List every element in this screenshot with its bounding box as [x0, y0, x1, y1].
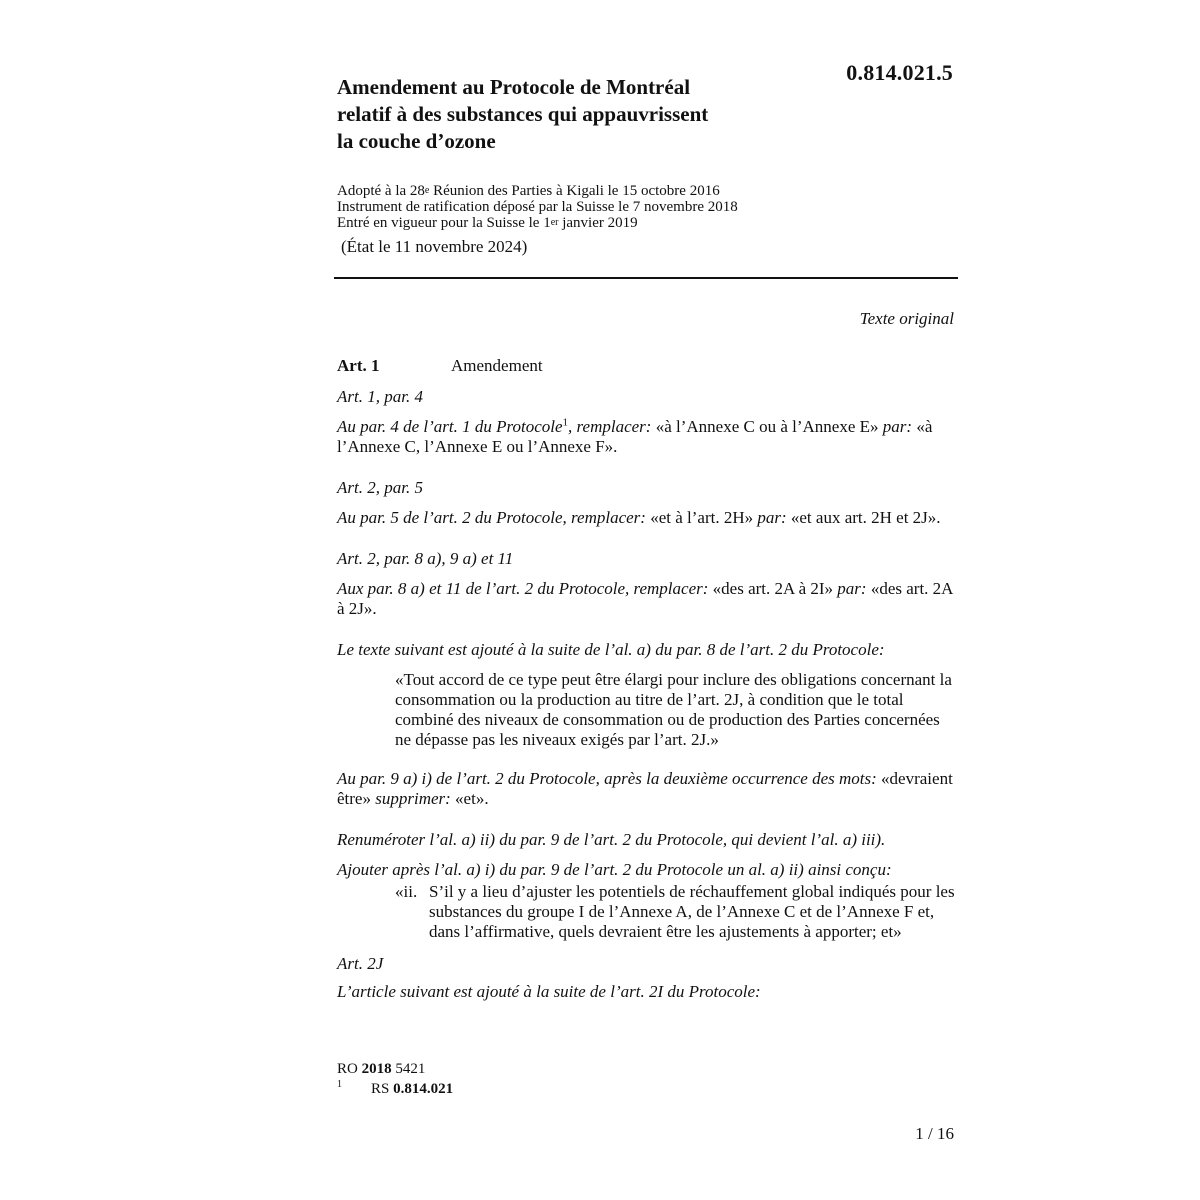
article-number: Art. 1	[337, 356, 380, 375]
paragraph: Au par. 5 de l’art. 2 du Protocole, remplacer: «et à l’art. 2H» par: «et aux art. 2H et 2J».	[337, 508, 941, 527]
document-page	[337, 0, 957, 1200]
header-divider	[334, 277, 958, 279]
paragraph: Au par. 9 a) i) de l’art. 2 du Protocole, après la deuxième occurrence des mots: «devraient être» supprimer: «et».	[337, 769, 953, 808]
paragraph: Ajouter après l’al. a) i) du par. 9 de l’art. 2 du Protocole un al. a) ii) ainsi conçu:	[337, 860, 892, 879]
list-text: S’il y a lieu d’ajuster les potentiels de réchauffement global indiqués pour les substances du groupe I de l’Annexe A, de l’Annexe C et de l’Annexe F et, dans l’affirmative, quels devraient être les ajustements à apporter; et»	[429, 882, 955, 941]
original-text-label: Texte original	[859, 309, 954, 328]
paragraph: Renuméroter l’al. a) ii) du par. 9 de l’art. 2 du Protocole, qui devient l’al. a) iii).	[337, 830, 886, 849]
title-line: Amendement au Protocole de Montréal	[337, 75, 691, 99]
article-title: Amendement	[451, 356, 543, 375]
footnote-marker: 1	[337, 1079, 342, 1090]
adoption-metadata	[337, 183, 738, 231]
ratification-line: Instrument de ratification déposé par la Suisse le 7 novembre 2018	[337, 199, 738, 215]
footnote-link[interactable]: 0.814.021	[393, 1081, 454, 1097]
document-title	[337, 74, 797, 155]
footnote: 1 RS 0.814.021	[337, 1079, 453, 1099]
title-line: relatif à des substances qui appauvrissent	[337, 102, 709, 126]
article-heading	[337, 356, 956, 376]
section-reference: Art. 2, par. 5	[337, 478, 423, 497]
adoption-line: Adopté à la 28e Réunion des Parties à Kigali le 15 octobre 2016	[337, 183, 720, 199]
section-reference: Art. 2J	[337, 954, 384, 973]
sr-number: 0.814.021.5	[846, 60, 953, 85]
footnote-ref[interactable]: 1	[562, 416, 569, 429]
paragraph: Le texte suivant est ajouté à la suite de l’al. a) du par. 8 de l’art. 2 du Protocole:	[337, 640, 885, 659]
paragraph: Aux par. 8 a) et 11 de l’art. 2 du Protocole, remplacer: «des art. 2A à 2I» par: «des art. 2A à 2J».	[337, 579, 953, 618]
entry-into-force-line: Entré en vigueur pour la Suisse le 1er janvier 2019	[337, 215, 638, 231]
document-body	[337, 356, 956, 1012]
section-reference: Art. 1, par. 4	[337, 387, 423, 406]
page-number: 1 / 16	[915, 1124, 954, 1143]
ro-reference: RO 2018 5421	[337, 1061, 426, 1077]
list-item	[395, 882, 956, 942]
footnotes	[337, 1059, 453, 1099]
section-reference: Art. 2, par. 8 a), 9 a) et 11	[337, 549, 514, 568]
list-marker: «ii.	[395, 882, 418, 901]
quoted-text: «Tout accord de ce type peut être élargi pour inclure des obligations concernant la consommation ou la production au titre de l’art. 2J, à condition que le total combiné des niveaux de consommation ou de production des Parties concernées ne dépasse pas les niveaux exigés par l’art. 2J.»	[395, 670, 952, 749]
paragraph: L’article suivant est ajouté à la suite de l’art. 2I du Protocole:	[337, 982, 761, 1001]
state-date: (État le 11 novembre 2024)	[341, 237, 528, 256]
paragraph: Au par. 4 de l’art. 1 du Protocole$^1$, remplacer: «à l’Annexe C ou à l’Annexe E» par: «à l’Annexe C, l’Annexe E ou l’Annexe F».	[337, 416, 933, 456]
title-line: la couche d’ozone	[337, 129, 496, 153]
